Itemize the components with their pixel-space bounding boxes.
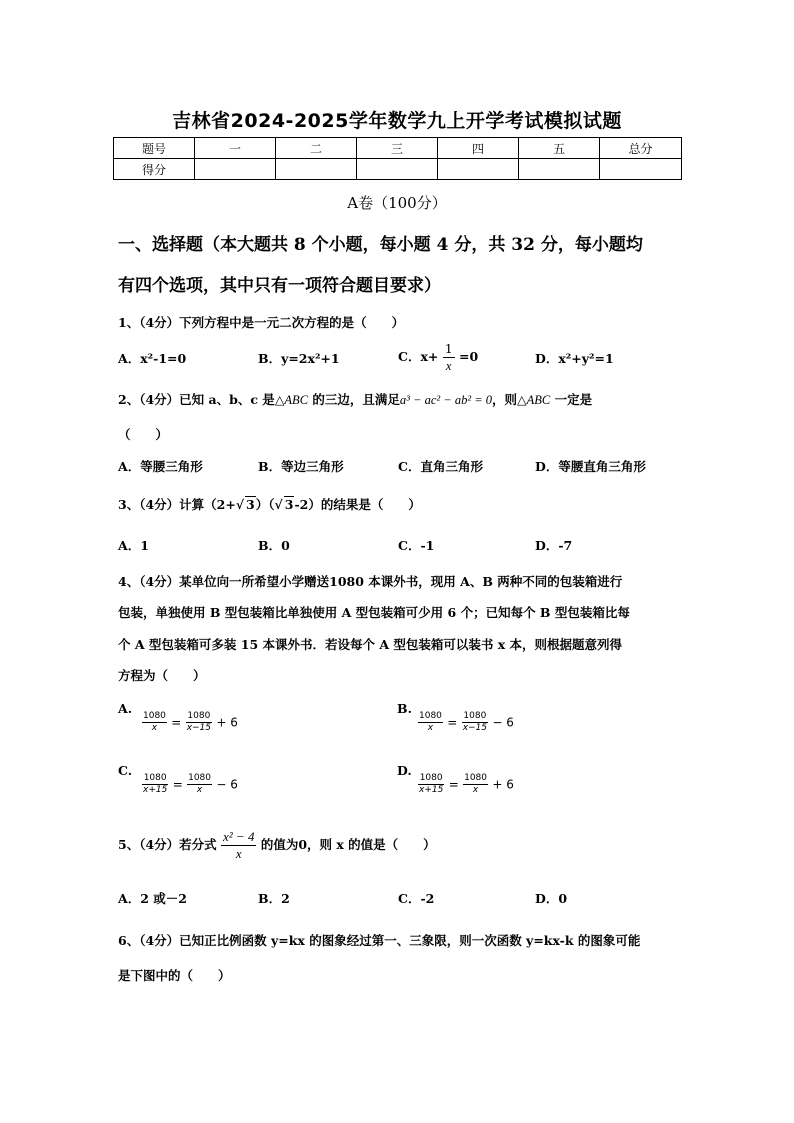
q5-option-b: B．2	[258, 891, 290, 906]
q4-option-c-equation	[142, 773, 238, 796]
question-4-line3: 个 A 型包装箱可多装 15 本课外书．若设每个 A 型包装箱可以装书 x 本，则根据题意列得	[118, 637, 623, 652]
score-cell: 总分	[600, 138, 682, 159]
q1-option-c-suffix: =0	[459, 349, 479, 364]
q5-option-a: A．2 或－2	[118, 891, 187, 906]
fraction	[418, 773, 444, 796]
question-2-stem	[118, 392, 688, 408]
equals-sign: =	[448, 777, 459, 792]
q1-option-c-prefix: C．x+	[398, 349, 439, 364]
fraction-numerator: 1080	[187, 711, 211, 721]
score-cell	[600, 159, 682, 180]
sqrt-radicand: 3	[246, 497, 255, 512]
fraction-numerator: 1080	[464, 773, 488, 783]
equals-sign: =	[171, 715, 182, 730]
q2-text: 的三边，且满足	[308, 392, 400, 407]
q1-option-d: D．x²+y²=1	[535, 351, 614, 366]
score-table	[113, 137, 682, 180]
fraction	[443, 341, 455, 374]
equals-sign: =	[447, 715, 458, 730]
q5-text: 5、（4分）若分式	[118, 837, 217, 852]
q4-option-a-equation	[142, 711, 238, 734]
question-6-line1: 6、（4分）已知正比例函数 y=kx 的图象经过第一、三象限，则一次函数 y=kx-k 的图象可能	[118, 933, 641, 948]
q4-option-b-label: B.	[397, 701, 412, 716]
q2-option-b: B．等边三角形	[258, 459, 344, 474]
equals-sign: =	[172, 777, 183, 792]
score-cell	[195, 159, 276, 180]
fraction-denominator: x	[445, 359, 452, 373]
fraction-numerator: 1080	[188, 773, 212, 783]
score-cell: 二	[276, 138, 357, 159]
sqrt-radicand: 3	[284, 497, 294, 512]
score-cell: 三	[357, 138, 438, 159]
question-4-line2: 包装，单独使用 B 型包装箱比单独使用 A 型包装箱可少用 6 个；已知每个 B 型包装箱比每	[118, 605, 630, 620]
question-2-blank: （ ）	[118, 427, 169, 442]
equation: a³ − ac² − ab² = 0	[399, 393, 493, 407]
fraction-denominator: x+15	[143, 785, 168, 795]
fraction-denominator: x	[427, 723, 434, 733]
q3-option-d: D．-7	[535, 538, 573, 553]
q1-option-a: A．x²-1=0	[118, 351, 187, 366]
exam-title: 吉林省2024-2025学年数学九上开学考试模拟试题	[172, 110, 622, 132]
fraction-denominator: x	[151, 723, 158, 733]
q3-text: -2）的结果是（ ）	[294, 497, 421, 512]
score-cell: 得分	[114, 159, 195, 180]
question-1-stem: 1、（4分）下列方程中是一元二次方程的是（ ）	[118, 315, 405, 330]
question-4-line1: 4、（4分）某单位向一所希望小学赠送1080 本课外书，现用 A、B 两种不同的包装箱进行	[118, 574, 623, 589]
fraction-numerator: x² − 4	[223, 829, 255, 844]
triangle-symbol: △ABC	[517, 393, 551, 407]
fraction-numerator: 1080	[143, 711, 166, 721]
score-cell	[438, 159, 519, 180]
q2-option-c: C．直角三角形	[398, 459, 483, 474]
fraction-denominator: x	[196, 785, 203, 795]
fraction	[462, 711, 488, 734]
fraction-denominator: x	[235, 846, 242, 861]
fraction-numerator: 1080	[419, 711, 442, 721]
triangle-symbol: △ABC	[274, 393, 309, 407]
q3-option-a: A．1	[118, 538, 149, 553]
score-cell	[276, 159, 357, 180]
fraction-numerator: 1080	[463, 711, 487, 721]
q2-text: 2、（4分）已知 a、b、c 是	[118, 392, 275, 407]
question-3-stem: 3、（4分）计算（2+√ 3）（√ 3-2）的结果是（ ）	[118, 497, 421, 512]
fraction-denominator: x−15	[462, 723, 488, 733]
q4-option-d-equation	[418, 773, 514, 796]
q2-text: 一定是	[550, 392, 593, 407]
score-cell	[357, 159, 438, 180]
q2-option-d: D．等腰直角三角形	[535, 459, 646, 474]
fraction	[142, 711, 167, 734]
score-value-row	[114, 159, 682, 180]
q3-text: ）（	[255, 497, 275, 512]
q4-option-c-label: C.	[118, 763, 133, 778]
equation-tail: − 6	[216, 777, 238, 792]
fraction	[221, 829, 256, 862]
q5-text: 的值为0，则 x 的值是（ ）	[260, 837, 436, 852]
fraction	[187, 773, 212, 796]
fraction	[186, 711, 212, 734]
fraction	[463, 773, 488, 796]
q1-option-c	[398, 341, 478, 374]
score-cell: 五	[519, 138, 600, 159]
fraction-numerator: 1080	[143, 773, 167, 783]
paper-subtitle: A卷（100分）	[347, 194, 447, 212]
fraction-denominator: x−15	[186, 723, 212, 733]
q4-option-d-label: D.	[397, 763, 412, 778]
fraction	[142, 773, 168, 796]
q3-text: 3、（4分）计算（2+	[118, 497, 236, 512]
q1-option-b: B．y=2x²+1	[258, 351, 340, 366]
score-header-row	[114, 138, 682, 159]
q4-option-a-label: A.	[118, 701, 133, 716]
q2-option-a: A．等腰三角形	[118, 459, 203, 474]
section-heading-line1: 一、选择题（本大题共 8 个小题，每小题 4 分，共 32 分，每小题均	[118, 235, 643, 255]
q4-option-b-equation	[418, 711, 514, 734]
fraction	[418, 711, 443, 734]
q3-option-b: B．0	[258, 538, 290, 553]
score-cell: 四	[438, 138, 519, 159]
fraction-numerator: 1080	[419, 773, 443, 783]
equation-tail: + 6	[492, 777, 514, 792]
q5-option-c: C．-2	[398, 891, 435, 906]
equation-tail: + 6	[216, 715, 238, 730]
score-cell: 一	[195, 138, 276, 159]
q3-option-c: C．-1	[398, 538, 435, 553]
score-cell: 题号	[114, 138, 195, 159]
equation-tail: − 6	[492, 715, 514, 730]
score-cell	[519, 159, 600, 180]
question-4-line4: 方程为（ ）	[118, 668, 206, 683]
section-heading-line2: 有四个选项，其中只有一项符合题目要求）	[118, 276, 441, 296]
fraction-numerator: 1	[444, 341, 453, 356]
question-6-line2: 是下图中的（ ）	[118, 968, 231, 983]
q5-option-d: D．0	[535, 891, 568, 906]
question-5-stem	[118, 829, 688, 862]
q2-text: ，则	[492, 392, 518, 407]
fraction-denominator: x	[472, 785, 479, 795]
fraction-denominator: x+15	[419, 785, 444, 795]
